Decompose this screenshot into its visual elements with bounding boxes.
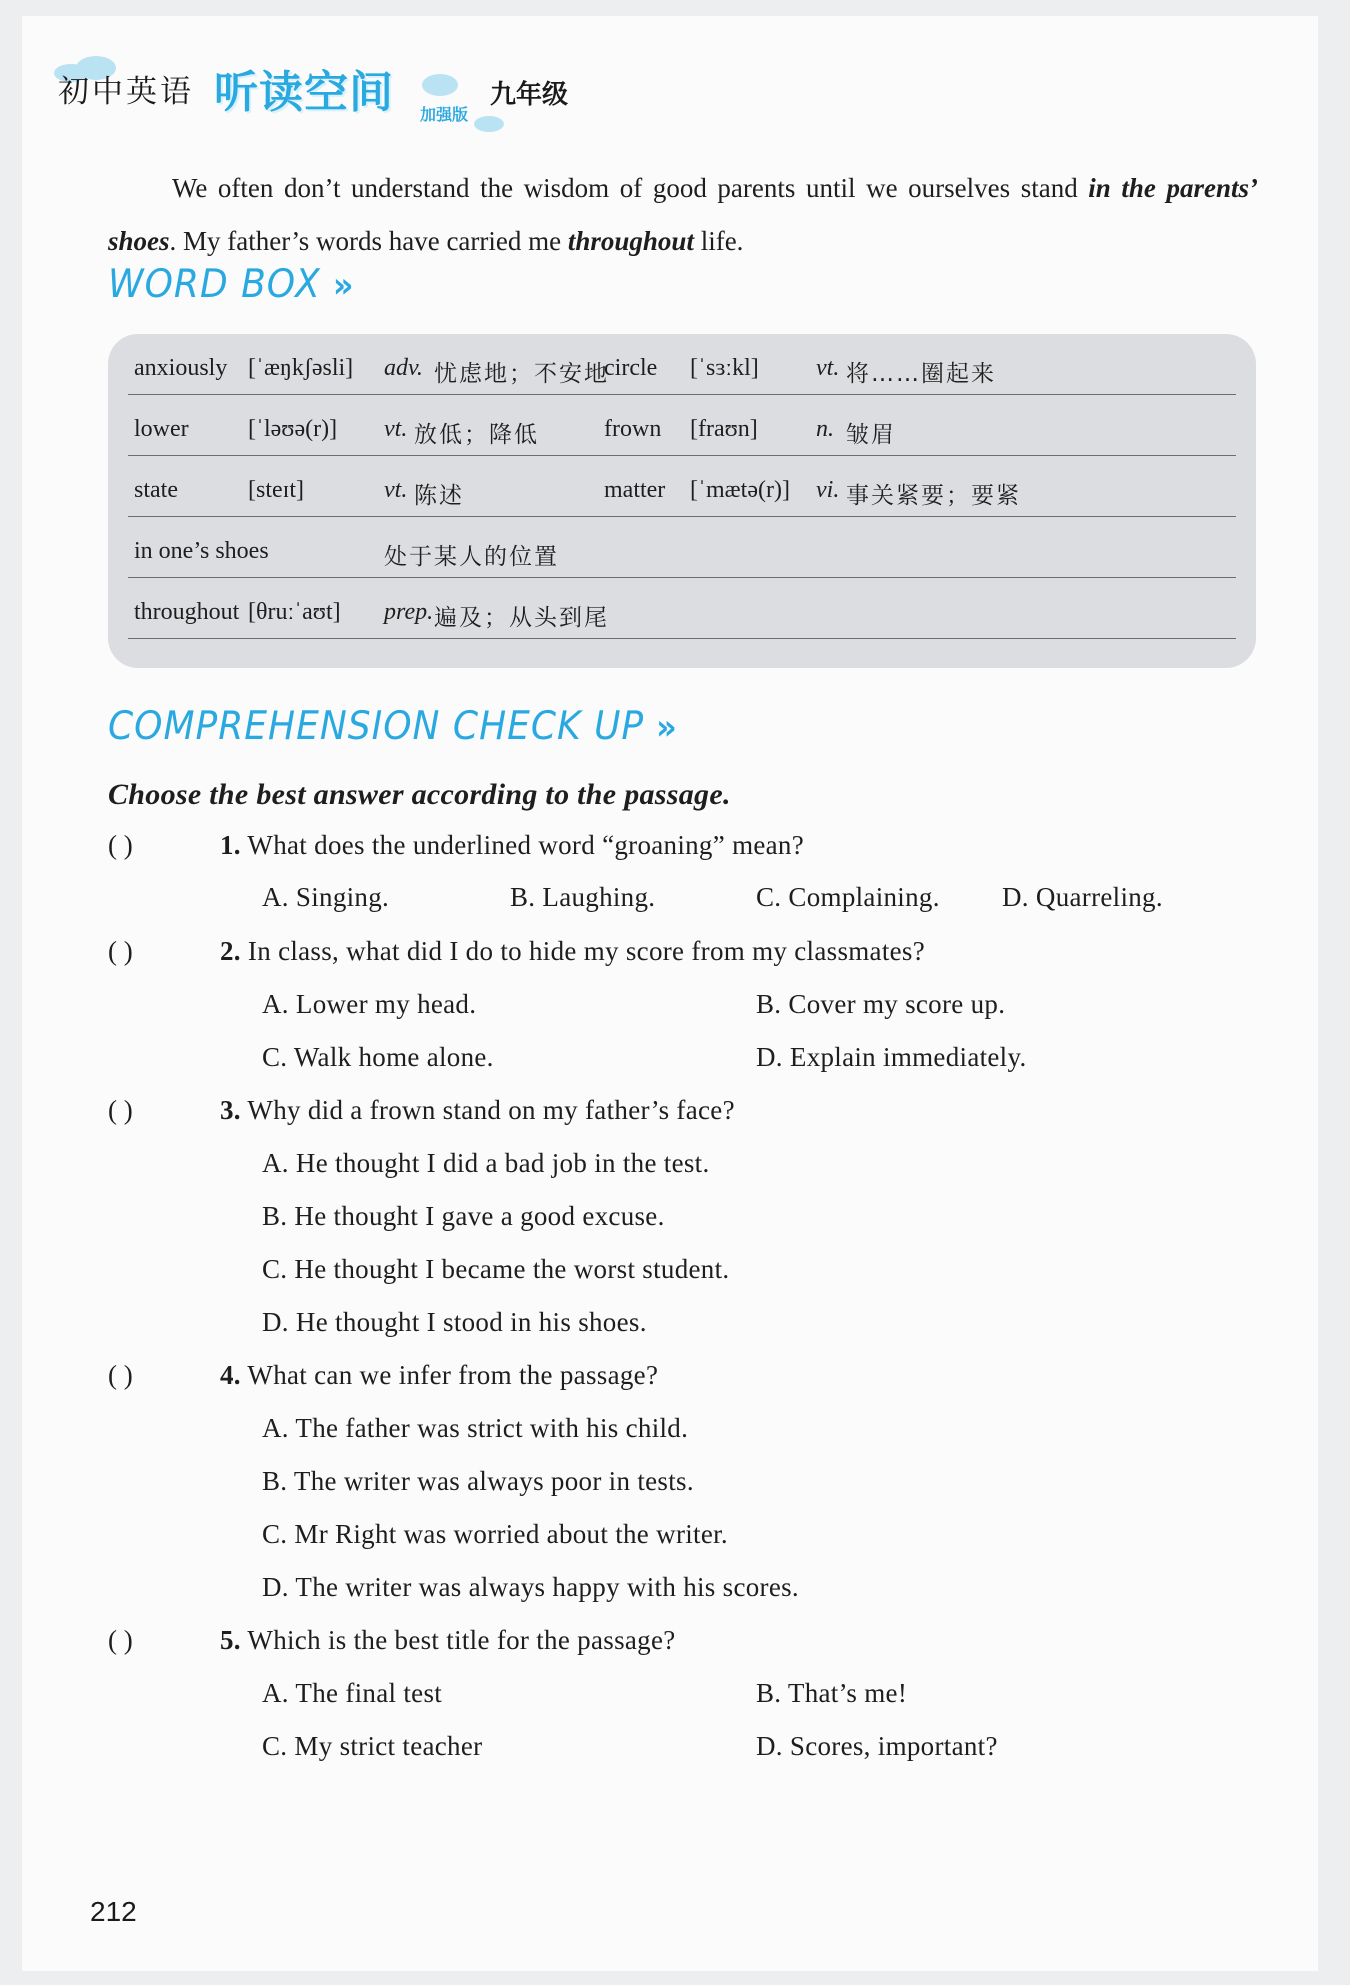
- answer-blank[interactable]: ( ): [108, 1625, 133, 1655]
- option: B. Cover my score up.: [756, 989, 1006, 1019]
- option: C. Complaining.: [756, 882, 940, 912]
- question-5: 5. Which is the best title for the passage?: [220, 1625, 676, 1655]
- option: C. Walk home alone.: [262, 1042, 494, 1072]
- option: D. Scores, important?: [756, 1731, 998, 1761]
- option: C. My strict teacher: [262, 1731, 483, 1761]
- passage-text: We often don’t understand the wisdom of good parents until we ourselves stand in the parents’ shoes. My father’s words have carried me throughout life.: [108, 173, 1258, 256]
- word-box-row: in one’s shoes 处于某人的位置: [128, 517, 1236, 578]
- question-4: 4. What can we infer from the passage?: [220, 1360, 659, 1390]
- option: B. The writer was always poor in tests.: [262, 1466, 694, 1496]
- page-number: 212: [90, 1896, 137, 1927]
- double-chevron-icon: »: [656, 706, 678, 748]
- comprehension-title: COMPREHENSION CHECK UP »: [108, 704, 678, 749]
- answer-blank[interactable]: ( ): [108, 830, 133, 860]
- option: A. Lower my head.: [262, 989, 477, 1019]
- option: C. Mr Right was worried about the writer.: [262, 1519, 728, 1549]
- option: A. The father was strict with his child.: [262, 1413, 689, 1443]
- word-box-row: throughout [θruːˈaʊt] prep. 遍及；从头到尾: [128, 578, 1236, 639]
- option: D. Explain immediately.: [756, 1042, 1027, 1072]
- option: B. Laughing.: [510, 882, 656, 912]
- phrase-in-the-parents-shoes: in the parents’ shoes: [108, 173, 1258, 256]
- header-edition-label: 加强版: [420, 105, 469, 124]
- option: D. He thought I stood in his shoes.: [262, 1307, 647, 1337]
- option: B. He thought I gave a good excuse.: [262, 1201, 665, 1231]
- option: C. He thought I became the worst student.: [262, 1254, 730, 1284]
- question-2: 2. In class, what did I do to hide my score from my classmates?: [220, 936, 926, 966]
- word-throughout: throughout: [567, 226, 694, 256]
- option: A. He thought I did a bad job in the test.: [262, 1148, 710, 1178]
- cloud-icon: [422, 74, 458, 96]
- option: A. The final test: [262, 1678, 443, 1708]
- answer-blank[interactable]: ( ): [108, 1360, 133, 1390]
- double-chevron-icon: »: [332, 264, 355, 306]
- instruction-text: Choose the best answer according to the passage.: [108, 778, 731, 811]
- answer-blank[interactable]: ( ): [108, 936, 133, 966]
- word-box-title: WORD BOX »: [108, 262, 355, 307]
- header-level-label: 九年级: [490, 80, 569, 110]
- option: D. Quarreling.: [1002, 882, 1163, 912]
- question-1: 1. What does the underlined word “groaning” mean?: [220, 830, 805, 860]
- header-grade-label: 初中英语: [58, 74, 194, 110]
- answer-blank[interactable]: ( ): [108, 1095, 133, 1125]
- word-box-row: state [steɪt] vt. 陈述 matter [ˈmætə(r)] vi. 事关紧要；要紧: [128, 456, 1236, 517]
- option: D. The writer was always happy with his scores.: [262, 1572, 799, 1602]
- word-box-row: anxiously [ˈæŋkʃəsli] adv. 忧虑地；不安地 circle [ˈsɜːkl] vt. 将……圈起来: [128, 334, 1236, 395]
- header-brand-logo: 听读空间: [214, 67, 394, 118]
- option: A. Singing.: [262, 882, 390, 912]
- word-box-row: lower [ˈləʊə(r)] vt. 放低；降低 frown [fraʊn] n. 皱眉: [128, 395, 1236, 456]
- textbook-page: [22, 16, 1318, 1971]
- option: B. That’s me!: [756, 1678, 908, 1708]
- cloud-icon: [474, 116, 504, 132]
- word-box: [108, 334, 1256, 668]
- question-3: 3. Why did a frown stand on my father’s face?: [220, 1095, 735, 1125]
